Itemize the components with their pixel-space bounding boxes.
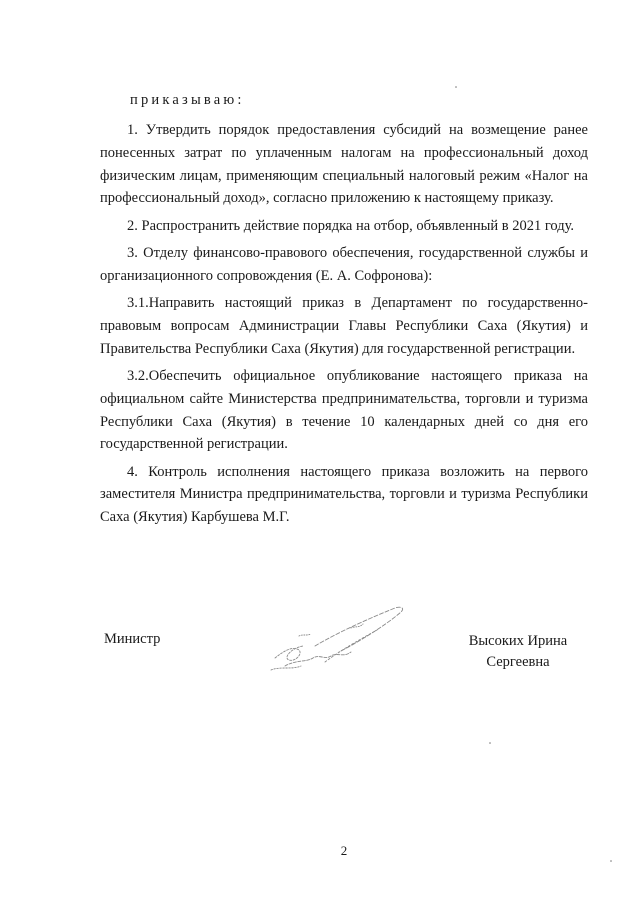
handwritten-signature-icon bbox=[255, 600, 415, 680]
scan-speck bbox=[610, 860, 612, 862]
signer-name bbox=[448, 631, 588, 673]
paragraph-3-1: 3.1.Направить настоящий приказ в Департамент по государственно-правовым вопросам Администрации Главы Республики Саха (Якутия) и Правительства Республики Саха (Якутия) для государственной регистрации. bbox=[100, 295, 588, 357]
paragraph-1: 1. Утвердить порядок предоставления субсидий на возмещение ранее понесенных затрат по уплаченным налогам на профессиональный доход физическим лицам, применяющим специальный налоговый режим «Налог на профессиональный доход», согласно приложению к настоящему приказу. bbox=[100, 122, 588, 207]
page-number: 2 bbox=[340, 843, 348, 858]
signature-block bbox=[0, 600, 640, 690]
signer-title: Министр bbox=[104, 631, 161, 647]
order-body bbox=[100, 119, 588, 534]
scan-speck bbox=[455, 86, 457, 88]
signer-name-line-2: Сергеевна bbox=[486, 654, 550, 670]
paragraph-3: 3. Отделу финансово-правового обеспечения, государственной службы и организационного сопровождения (Е. А. Софронова): bbox=[100, 244, 588, 284]
paragraph-4: 4. Контроль исполнения настоящего приказа возложить на первого заместителя Министра предпринимательства, торговли и туризма Республики Саха (Якутия) Карбушева М.Г. bbox=[100, 463, 588, 526]
paragraph-2: 2. Распространить действие порядка на отбор, объявленный в 2021 году. bbox=[127, 217, 575, 234]
paragraph-3-2: 3.2.Обеспечить официальное опубликование настоящего приказа на официальном сайте Министерства предпринимательства, торговли и туризма Республики Саха (Якутия) в течение 10 календарных дней со дня его государственной регистрации. bbox=[100, 367, 588, 453]
order-heading: приказываю: bbox=[130, 92, 245, 108]
scan-speck bbox=[489, 742, 491, 744]
signer-name-line-1: Высоких Ирина bbox=[468, 633, 568, 649]
